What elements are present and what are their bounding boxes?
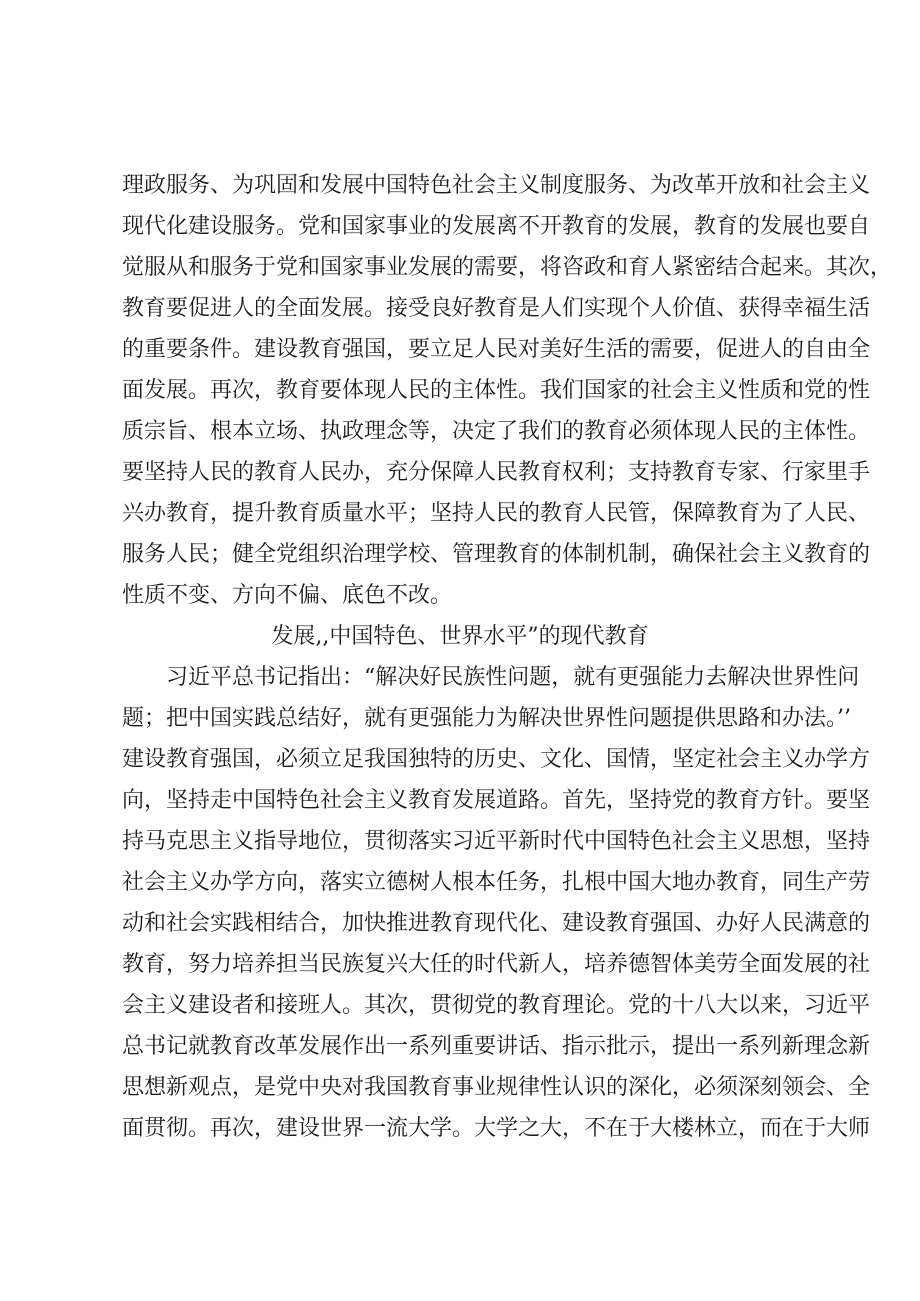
paragraph-line: 动和社会实践相结合，加快推进教育现代化、建设教育强国、办好人民满意的 [122, 911, 871, 936]
paragraph-line: 理政服务、为巩固和发展中国特色社会主义制度服务、为改革开放和社会主义 [122, 173, 871, 198]
paragraph-line: 面发展。再次，教育要体现人民的主体性。我们国家的社会主义性质和党的性 [122, 378, 871, 403]
paragraph-line: 教育要促进人的全面发展。接受良好教育是人们实现个人价值、获得幸福生活 [122, 296, 871, 321]
paragraph-line: 建设教育强国，必须立足我国独特的历史、文化、国情，坚定社会主义办学方 [122, 747, 871, 772]
paragraph-line: 会主义建设者和接班人。其次，贯彻党的教育理论。党的十八大以来，习近平 [122, 993, 871, 1018]
paragraph-line: 总书记就教育改革发展作出一系列重要讲话、指示批示，提出一系列新理念新 [122, 1034, 871, 1059]
paragraph-line: 质宗旨、根本立场、执政理念等，决定了我们的教育必须体现人民的主体性。 [122, 419, 871, 444]
paragraph-line: 思想新观点，是党中央对我国教育事业规律性认识的深化，必须深刻领会、全 [122, 1075, 871, 1100]
paragraph-line: 持马克思主义指导地位，贯彻落实习近平新时代中国特色社会主义思想，坚持 [122, 829, 871, 854]
paragraph-line: 向，坚持走中国特色社会主义教育发展道路。首先，坚持党的教育方针。要坚 [122, 788, 871, 813]
paragraph-line: 题；把中国实践总结好，就有更强能力为解决世界性问题提供思路和办法。’’ [122, 706, 851, 731]
paragraph-line: 习近平总书记指出：“解决好民族性问题，就有更强能力去解决世界性问 [166, 665, 860, 690]
paragraph-line: 教育，努力培养担当民族复兴大任的时代新人，培养德智体美劳全面发展的社 [122, 952, 871, 977]
paragraph-line: 性质不变、方向不偏、底色不改。 [122, 583, 453, 608]
paragraph-line: 面贯彻。再次，建设世界一流大学。大学之大，不在于大楼林立，而在于大师 [122, 1116, 871, 1141]
paragraph-line: 兴办教育，提升教育质量水平；坚持人民的教育人民管，保障教育为了人民、 [122, 501, 871, 526]
paragraph-line: 社会主义办学方向，落实立德树人根本任务，扎根中国大地办教育，同生产劳 [122, 870, 871, 895]
section-heading: 发展,,中国特色、世界水平”的现代教育 [271, 624, 649, 649]
paragraph-line: 服务人民；健全党组织治理学校、管理教育的体制机制，确保社会主义教育的 [122, 542, 871, 567]
paragraph-line: 的重要条件。建设教育强国，要立足人民对美好生活的需要，促进人的自由全 [122, 337, 871, 362]
paragraph-line: 现代化建设服务。党和国家事业的发展离不开教育的发展，教育的发展也要自 [122, 214, 871, 239]
paragraph-line: 觉服从和服务于党和国家事业发展的需要，将咨政和育人紧密结合起来。其次， [122, 255, 893, 280]
paragraph-line: 要坚持人民的教育人民办，充分保障人民教育权利；支持教育专家、行家里手 [122, 460, 871, 485]
